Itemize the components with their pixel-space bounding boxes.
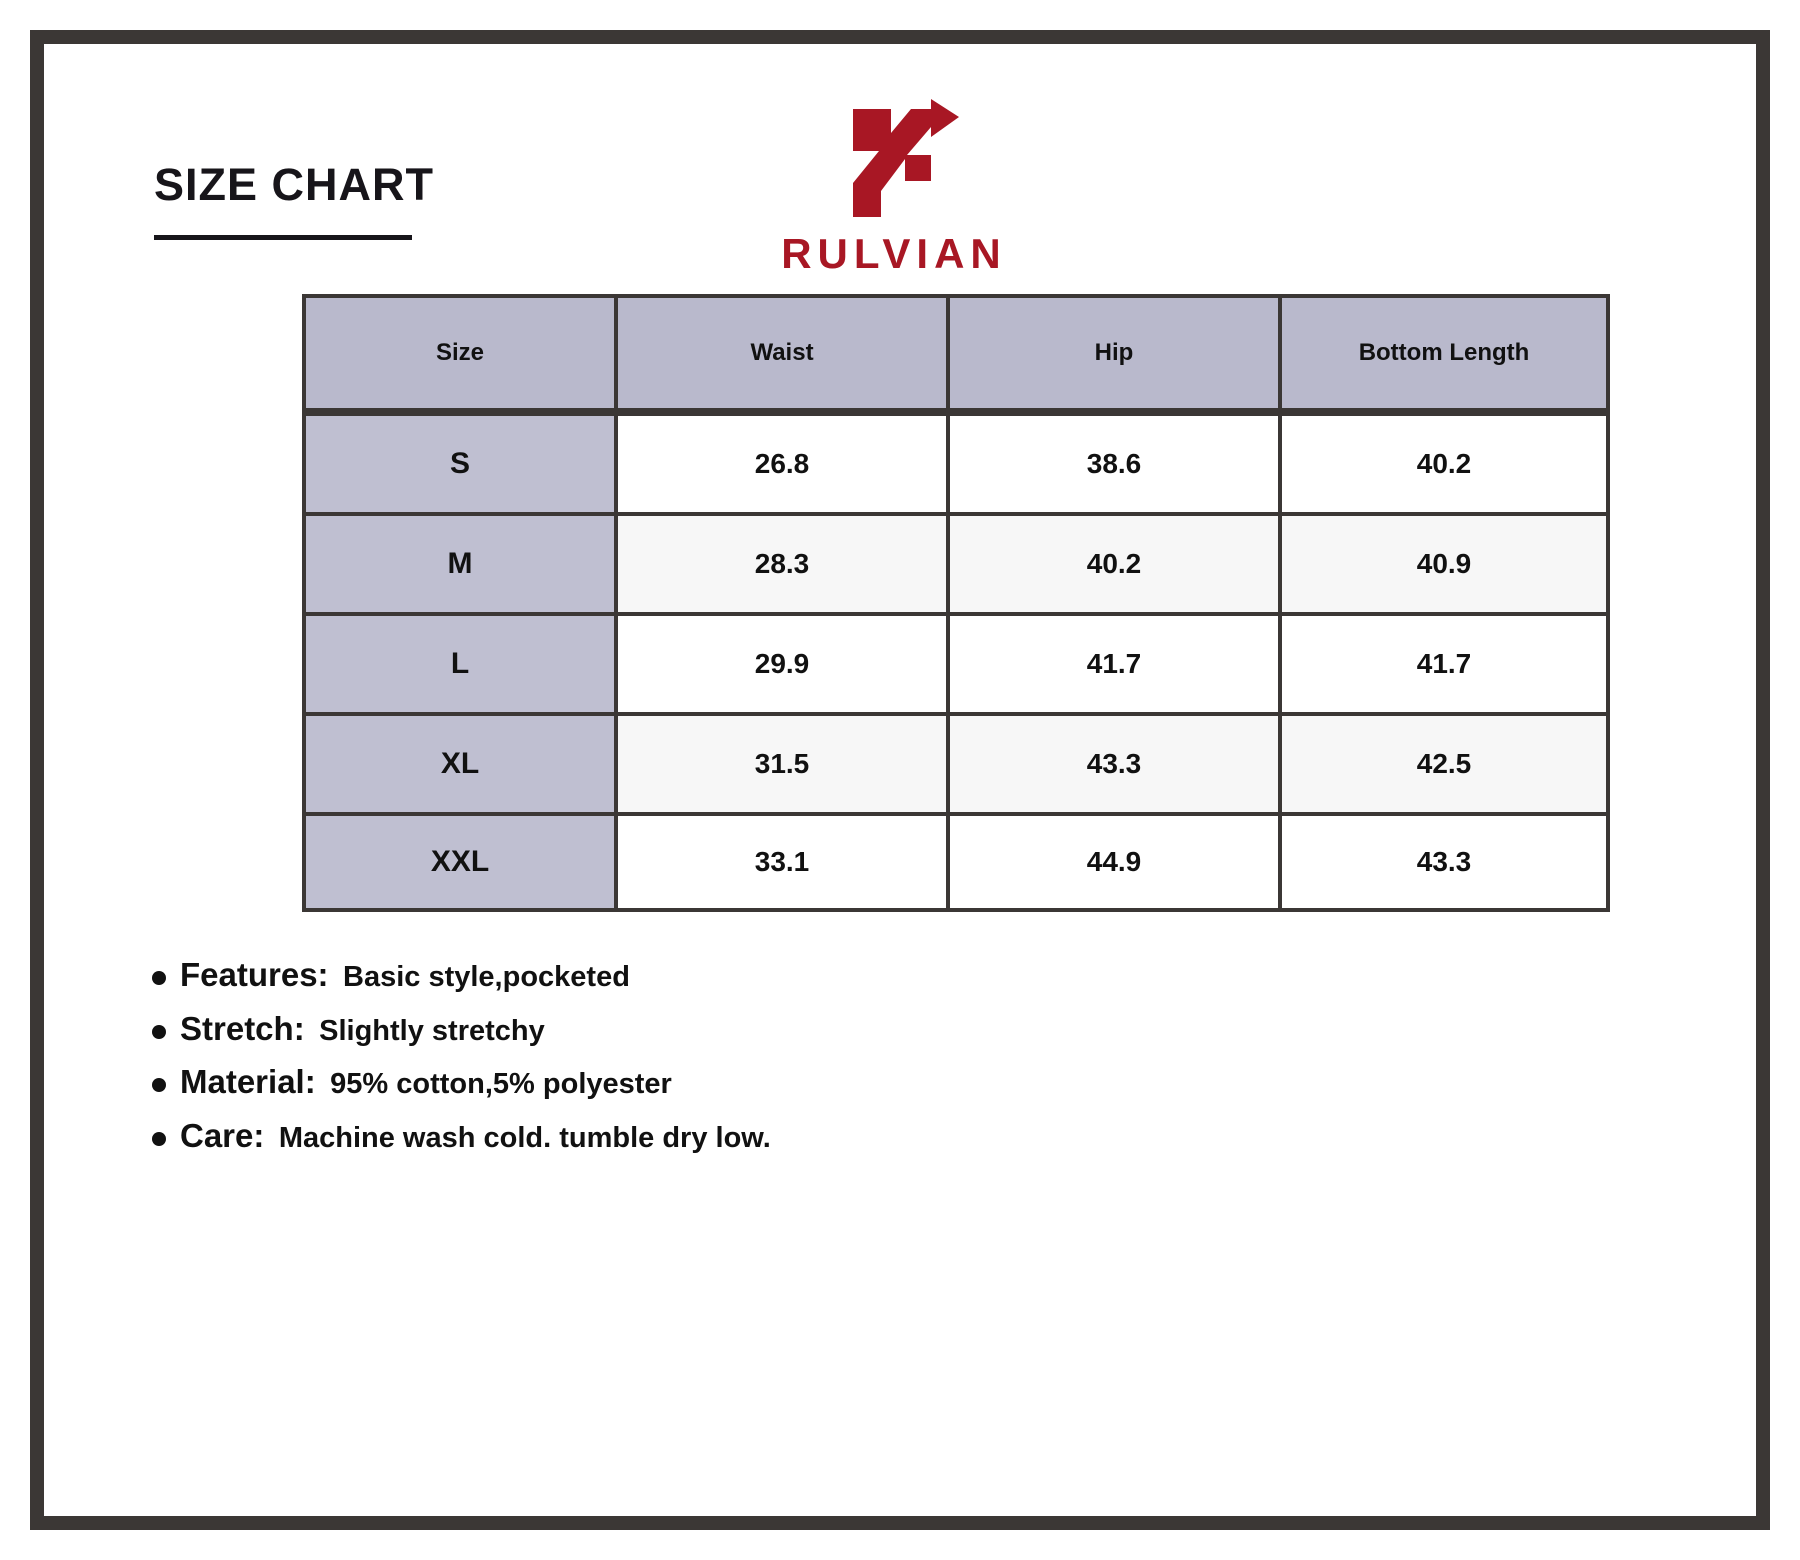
page-title: SIZE CHART <box>154 159 434 210</box>
product-details-list <box>104 958 1696 1154</box>
cell-waist: 29.9 <box>614 612 946 712</box>
column-header-size: Size <box>302 294 614 412</box>
page-content <box>44 44 1756 1516</box>
cell-waist: 26.8 <box>614 412 946 512</box>
detail-value: Basic style,pocketed <box>343 961 630 993</box>
size-chart-table <box>302 294 1610 912</box>
detail-label: Features: <box>180 956 329 993</box>
size-table-wrap <box>104 294 1696 912</box>
list-item <box>180 958 1696 993</box>
cell-bottom-length: 42.5 <box>1278 712 1610 812</box>
cell-hip: 43.3 <box>946 712 1278 812</box>
cell-bottom-length: 40.2 <box>1278 412 1610 512</box>
list-item <box>180 1065 1696 1100</box>
cell-waist: 28.3 <box>614 512 946 612</box>
detail-label: Material: <box>180 1063 316 1101</box>
bullet-icon <box>152 1078 166 1092</box>
cell-hip: 41.7 <box>946 612 1278 712</box>
detail-label: Care: <box>180 1116 265 1154</box>
table-row <box>302 612 1610 712</box>
bullet-icon <box>152 1132 166 1146</box>
cell-bottom-length: 43.3 <box>1278 812 1610 912</box>
page-border-frame <box>30 30 1770 1530</box>
table-row <box>302 512 1610 612</box>
detail-value: 95% cotton,5% polyester <box>330 1068 672 1101</box>
table-row <box>302 712 1610 812</box>
header <box>104 84 1696 284</box>
list-item <box>180 1009 1696 1047</box>
row-size-label: S <box>302 412 614 512</box>
cell-hip: 44.9 <box>946 812 1278 912</box>
brand-block <box>744 99 1044 275</box>
cell-hip: 40.2 <box>946 512 1278 612</box>
rulvian-r-monogram-icon <box>744 99 1044 227</box>
table-row <box>302 412 1610 512</box>
column-header-bottom-length: Bottom Length <box>1278 294 1610 412</box>
title-underline <box>154 235 412 240</box>
brand-name: RULVIAN <box>781 230 1007 277</box>
bullet-icon <box>152 971 166 985</box>
title-block <box>154 159 434 240</box>
cell-bottom-length: 40.9 <box>1278 512 1610 612</box>
cell-bottom-length: 41.7 <box>1278 612 1610 712</box>
detail-label: Stretch: <box>180 1009 305 1047</box>
cell-waist: 33.1 <box>614 812 946 912</box>
detail-value: Slightly stretchy <box>319 1014 545 1047</box>
column-header-waist: Waist <box>614 294 946 412</box>
table-head <box>302 294 1610 412</box>
row-size-label: M <box>302 512 614 612</box>
table-row <box>302 812 1610 912</box>
cell-hip: 38.6 <box>946 412 1278 512</box>
row-size-label: XXL <box>302 812 614 912</box>
table-header-row <box>302 294 1610 412</box>
detail-value: Machine wash cold. tumble dry low. <box>278 1121 771 1154</box>
row-size-label: L <box>302 612 614 712</box>
cell-waist: 31.5 <box>614 712 946 812</box>
list-item <box>180 1116 1696 1154</box>
row-size-label: XL <box>302 712 614 812</box>
column-header-hip: Hip <box>946 294 1278 412</box>
table-body <box>302 412 1610 912</box>
bullet-icon <box>152 1025 166 1039</box>
